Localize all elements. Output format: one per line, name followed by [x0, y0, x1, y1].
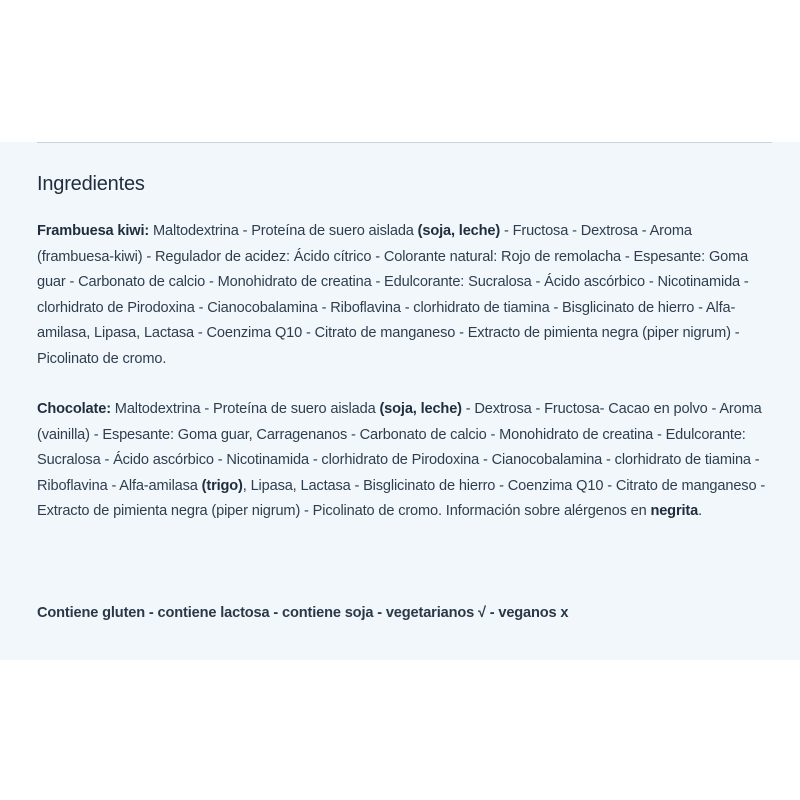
- top-divider: [37, 142, 772, 143]
- frambuesa-kiwi-ingredients: [37, 219, 772, 372]
- chocolate-text-2: - Dextrosa - Fructosa- Cacao en polvo - Aroma (vainilla) - Espesante: Goma guar, Carragenanos - Carbonato de calcio - Monohidrato de creatina - Edulcorante: Sucralosa - Ácido ascórbico - Nicotinamida - clorhidrato de Pirodoxina - Cianocobalamina - clorhidrato de tiamina - Riboflavina - Alfa-amilasa: [37, 401, 762, 494]
- allergen-summary: Contiene gluten - contiene lactosa - contiene soja - vegetarianos √ - veganos x: [37, 605, 569, 621]
- flavor-label-chocolate: Chocolate:: [37, 401, 111, 417]
- frambuesa-text-1: Maltodextrina - Proteína de suero aislada: [149, 223, 418, 239]
- chocolate-allergen-2: (trigo): [201, 477, 243, 494]
- chocolate-allergen-1: (soja, leche): [379, 401, 462, 417]
- chocolate-text-1: Maltodextrina - Proteína de suero aislada: [110, 401, 380, 417]
- chocolate-text-3: , Lipasa, Lactasa - Bisglicinato de hierro - Coenzima Q10 - Citrato de manganeso - Extracto de pimienta negra (piper nigrum) - Picolinato de cromo. Información sobre alérgenos en: [37, 477, 766, 519]
- flavor-label-frambuesa: Frambuesa kiwi:: [37, 223, 150, 239]
- ingredients-panel: [0, 142, 800, 660]
- frambuesa-allergen: (soja, leche): [417, 223, 501, 239]
- chocolate-ingredients: [37, 397, 772, 525]
- bold-word-negrita: negrita: [650, 503, 699, 519]
- frambuesa-text-2: - Fructosa - Dextrosa - Aroma (frambuesa-kiwi) - Regulador de acidez: Ácido cítrico - Colorante natural: Rojo de remolacha - Espesante: Goma guar - Carbonato de calcio - Monohidrato de creatina - Edulcorante: Sucralosa - Ácido ascórbico - Nicotinamida - clorhidrato de Pirodoxina - Cianocobalamina - Riboflavina - clorhidrato de tiamina - Bisglicinato de hierro - Alfa-amilasa, Lipasa, Lactasa - Coenzima Q10 - Citrato de manganeso - Extracto de pimienta negra (piper nigrum) - Picolinato de cromo.: [37, 223, 749, 367]
- section-title: Ingredientes: [37, 173, 145, 195]
- chocolate-text-4: .: [698, 503, 702, 519]
